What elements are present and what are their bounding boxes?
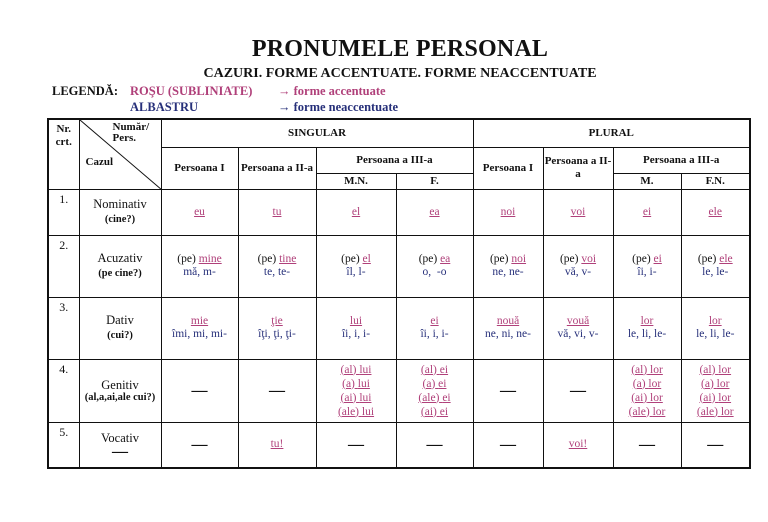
preposition: (pe) (177, 253, 196, 265)
unaccented-form: le, li, le- (627, 328, 667, 340)
dash-cell: — (161, 422, 238, 468)
unaccented-form: le, le- (702, 266, 729, 278)
dash-cell: — (473, 422, 543, 468)
case-name: Genitiv (101, 377, 139, 392)
case-cell (79, 422, 161, 468)
genitive-cell-m: (al) lor (a) lor (ai) lor (ale) lor (613, 359, 681, 422)
case-name: Nominativ (93, 197, 147, 211)
case-cell (79, 297, 161, 359)
dash-cell: — (543, 359, 613, 422)
unaccented-form: ne, ni, ne- (485, 328, 531, 340)
header-sg-pers2: Persoana a II-a (238, 147, 316, 189)
form-cell (238, 297, 316, 359)
legend (52, 83, 398, 115)
accented-form: lor (708, 315, 722, 327)
case-name: Dativ (106, 313, 134, 327)
form-cell (543, 297, 613, 359)
form-cell (473, 189, 543, 235)
case-question: (cine?) (104, 214, 136, 225)
header-fn: F.N. (681, 173, 750, 189)
accented-form: el (351, 205, 361, 218)
case-question: (al,a,ai,ale cui?) (84, 391, 156, 403)
form-cell (613, 235, 681, 297)
genitive-cell-f: (al) ei (a) ei (ale) ei (ai) ei (396, 359, 473, 422)
unaccented-form: îl, l- (346, 266, 366, 278)
preposition: (pe) (257, 253, 277, 265)
table-row (48, 189, 750, 235)
form-cell (316, 189, 396, 235)
accented-form: tine (279, 253, 297, 265)
dash-cell: — (396, 422, 473, 468)
case-cell (79, 189, 161, 235)
header-sg-pers1: Persoana I (161, 147, 238, 189)
preposition: (pe) (418, 253, 438, 265)
form-cell (316, 297, 396, 359)
vocative-form: tu! (270, 438, 284, 451)
form-cell (161, 297, 238, 359)
dash-cell: — (681, 422, 750, 468)
accented-form: ei (430, 315, 439, 327)
form-cell (681, 189, 750, 235)
header-nr: Nr. crt. (48, 119, 79, 189)
form-cell (613, 189, 681, 235)
accented-form: ţie (271, 315, 283, 327)
unaccented-form: o, -o (422, 266, 447, 278)
form-cell (543, 422, 613, 468)
form-cell (238, 422, 316, 468)
form-cell (161, 189, 238, 235)
header-pl-pers1: Persoana I (473, 147, 543, 189)
form-cell (473, 297, 543, 359)
page-subtitle: CAZURI. FORME ACCENTUATE. FORME NEACCENTUATE (203, 66, 597, 81)
row-nr: 3. (48, 297, 79, 359)
unaccented-form: mă, m- (183, 266, 216, 278)
accented-form: ea (440, 253, 451, 265)
dash-cell: — (613, 422, 681, 468)
form-cell (543, 235, 613, 297)
dash-cell: — (161, 359, 238, 422)
accented-form: tu (272, 205, 282, 218)
header-singular: SINGULAR (161, 119, 473, 147)
row-nr: 2. (48, 235, 79, 297)
table-row (48, 422, 750, 468)
accented-form: ele (719, 253, 733, 265)
header-mn: M.N. (316, 173, 396, 189)
header-sg-pers3: Persoana a III-a (316, 147, 473, 173)
accented-form: ei (653, 253, 662, 265)
form-cell (161, 235, 238, 297)
dash: — (112, 442, 128, 460)
header-numar-pers: Număr/ Pers. (112, 121, 150, 144)
case-name: Vocativ (101, 430, 139, 445)
form-cell (681, 297, 750, 359)
dash-cell: — (473, 359, 543, 422)
row-nr: 5. (48, 422, 79, 468)
form-cell (238, 189, 316, 235)
legend-red-name: ROŞU (SUBLINIATE) (130, 84, 253, 98)
unaccented-form: ne, ne- (492, 266, 524, 278)
preposition: (pe) (632, 253, 651, 265)
legend-blue-name: ALBASTRU (130, 100, 199, 114)
accented-form: noi (511, 253, 527, 265)
accented-form: ele (708, 205, 722, 218)
form-cell (396, 297, 473, 359)
accented-form: voi (581, 253, 597, 265)
legend-blue-desc: → forme neaccentuate (278, 100, 399, 114)
header-cazul: Cazul (85, 155, 113, 168)
accented-form: vouă (566, 315, 590, 327)
unaccented-form: îi, i, i- (341, 328, 371, 340)
unaccented-form: îmi, mi, mi- (172, 328, 227, 340)
accented-form: noi (500, 205, 516, 218)
header-diagonal-cell (79, 119, 161, 189)
accented-form: lui (349, 315, 363, 327)
unaccented-form: le, li, le- (696, 328, 735, 340)
preposition: (pe) (489, 253, 509, 265)
page-title: PRONUMELE PERSONAL (251, 36, 549, 62)
legend-label: LEGENDĂ: (52, 84, 118, 98)
case-question: (pe cine?) (98, 268, 142, 279)
case-name: Acuzativ (97, 251, 143, 265)
case-cell (79, 359, 161, 422)
unaccented-form: îi, i, i- (420, 328, 449, 340)
form-cell (613, 297, 681, 359)
accented-form: voi (570, 205, 586, 218)
unaccented-form: îţi, ţi, ţi- (258, 328, 296, 340)
unaccented-form: te, te- (263, 266, 291, 278)
table-row (48, 235, 750, 297)
accented-form: ei (642, 205, 652, 218)
header-pl-pers3: Persoana a III-a (613, 147, 750, 173)
dash-cell: — (238, 359, 316, 422)
preposition: (pe) (697, 253, 717, 265)
unaccented-form: vă, v- (564, 266, 592, 278)
accented-form: eu (194, 205, 205, 218)
accented-form: el (362, 253, 371, 265)
dash-cell: — (316, 422, 396, 468)
form-cell (543, 189, 613, 235)
genitive-cell-mn: (al) lui (a) lui (ai) lui (ale) lui (316, 359, 396, 422)
form-cell (681, 235, 750, 297)
row-nr: 1. (48, 189, 79, 235)
form-cell (396, 189, 473, 235)
legend-red-desc: → forme accentuate (278, 84, 386, 98)
form-cell (396, 235, 473, 297)
form-cell (316, 235, 396, 297)
preposition: (pe) (559, 253, 579, 265)
vocative-form: voi! (568, 438, 588, 451)
unaccented-form: îi, i- (637, 266, 657, 278)
table-row (48, 297, 750, 359)
header-pl-pers2: Persoana a II-a (543, 147, 613, 189)
accented-form: mine (198, 253, 222, 265)
case-question: (cui?) (107, 330, 133, 341)
row-nr: 4. (48, 359, 79, 422)
unaccented-form: vă, vi, v- (557, 328, 599, 340)
header-m: M. (613, 173, 681, 189)
preposition: (pe) (341, 253, 360, 265)
header-plural: PLURAL (473, 119, 750, 147)
accented-form: mie (190, 315, 209, 327)
accented-form: ea (429, 205, 440, 218)
accented-form: nouă (496, 315, 520, 327)
genitive-cell-fn: (al) lor (a) lor (ai) lor (ale) lor (681, 359, 750, 422)
header-f: F. (396, 173, 473, 189)
case-cell (79, 235, 161, 297)
form-cell (238, 235, 316, 297)
pronoun-table (47, 118, 751, 469)
form-cell (473, 235, 543, 297)
table-row (48, 359, 750, 422)
accented-form: lor (640, 315, 654, 327)
